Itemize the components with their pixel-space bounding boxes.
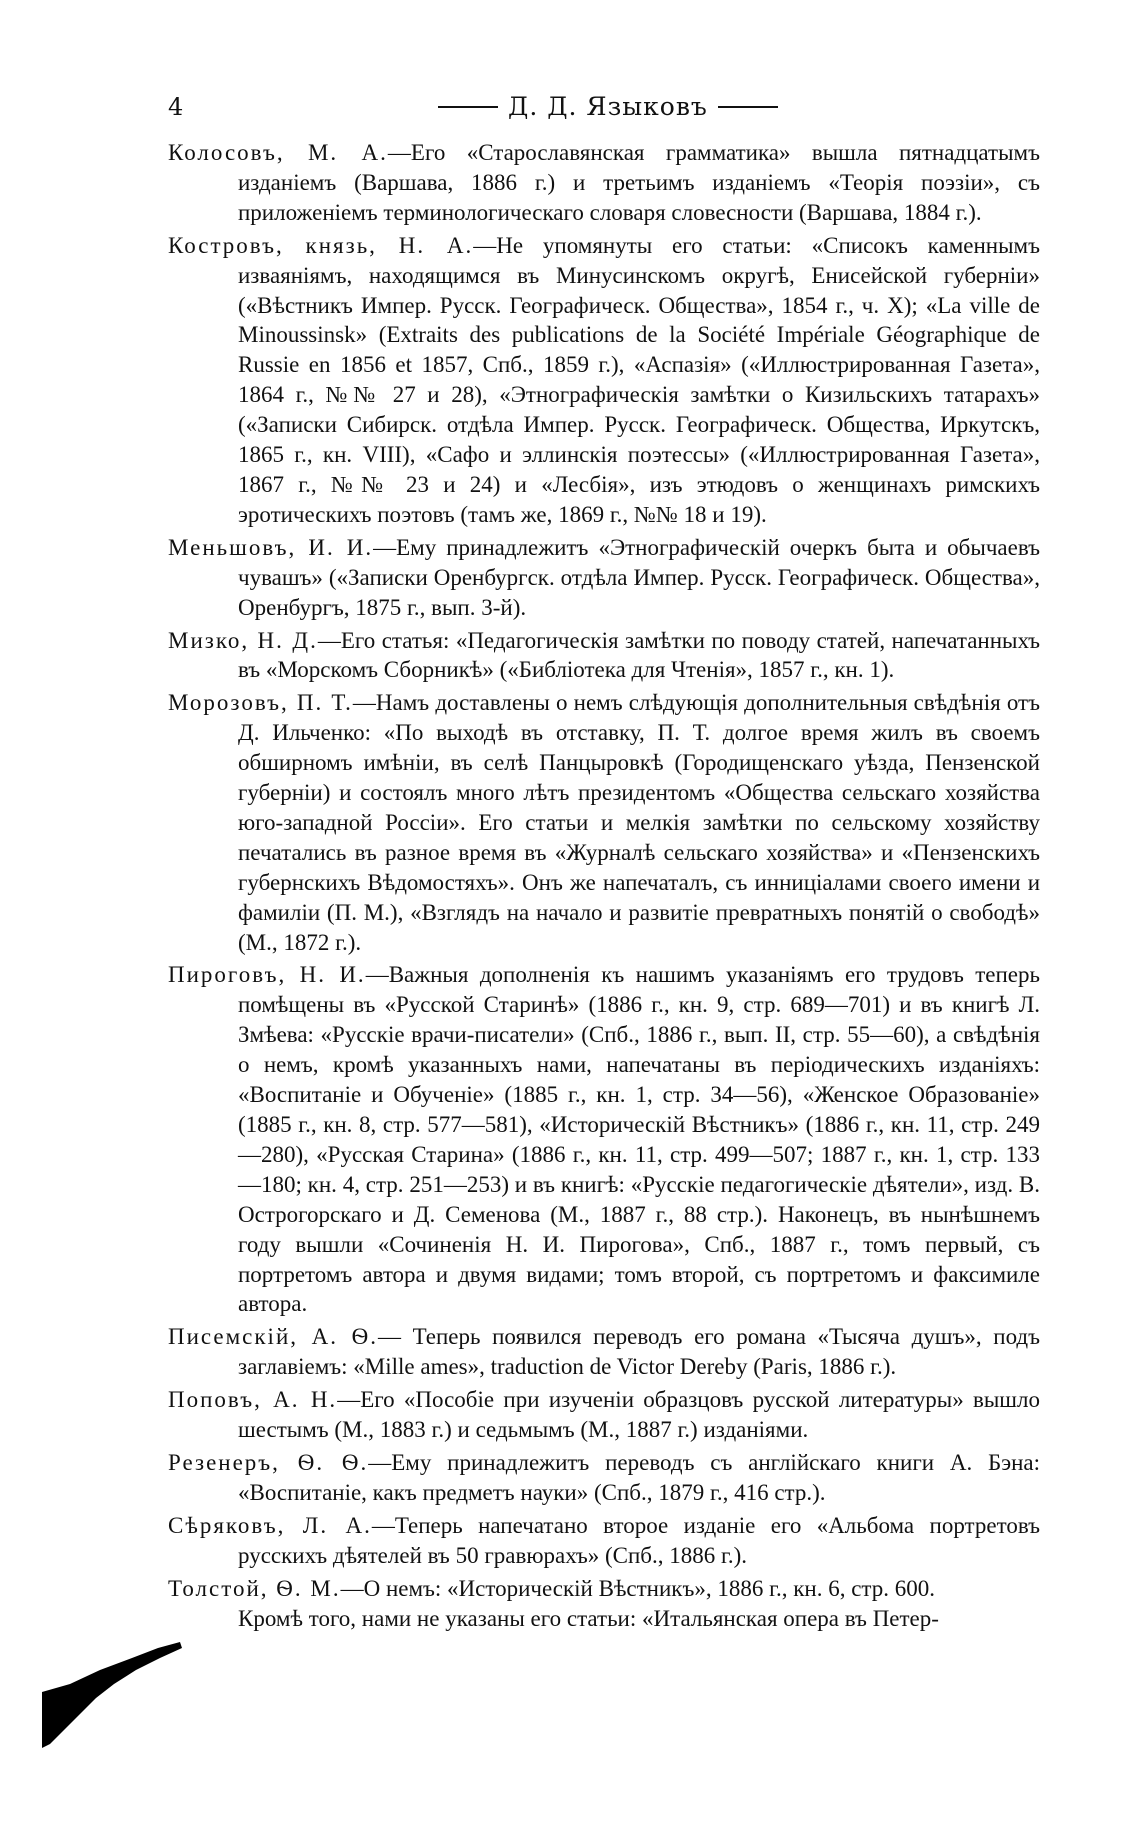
entry-name: Сѣряковъ, Л. А. — [168, 1512, 372, 1538]
entry-text: —Намъ доставлены о немъ слѣдующія дополнительныя свѣдѣнія отъ Д. Ильченко: «По выходѣ въ отставку, П. Т. долгое время жилъ въ своемъ обширномъ имѣніи, въ селѣ Панцыровкѣ (Городищенскаго уѣзда, Пензенской губерніи) и состоялъ много лѣтъ президентомъ «Общества сельскаго хозяйства юго-западной Россіи». Его статьи и мелкія замѣтки по сельскому хозяйству печатались въ разное время въ «Журналѣ сельскаго хозяйства» и «Пензенскихъ губернскихъ Вѣдомостяхъ». Онъ же напечаталъ, съ инниціалами своего имени и фамиліи (П. М.), «Взглядъ на начало и развитіе превратныхъ понятій о свободѣ» (М., 1872 г.). — [238, 690, 1040, 955]
entry-name: Резенеръ, Ѳ. Ѳ. — [168, 1449, 369, 1475]
entry-name: Мизко, Н. Д. — [168, 627, 318, 653]
entry-text: —Его «Старославянская грамматика» вышла пятнадцатымъ изданіемъ (Варшава, 1886 г.) и третьимъ изданіемъ «Теорія поэзіи», съ приложеніемъ терминологическаго словаря словесности (Варшава, 1884 г.). — [238, 140, 1040, 225]
entry-kolosov — [168, 138, 1040, 228]
header-rule-left — [438, 106, 498, 108]
entry-pisemsky — [168, 1322, 1040, 1382]
entries-list — [168, 138, 1040, 1633]
entry-menshov — [168, 533, 1040, 623]
scan-shadow-artifact — [40, 1640, 190, 1750]
entry-popov — [168, 1385, 1040, 1445]
entry-name: Толстой, Ѳ. М. — [168, 1575, 341, 1601]
entry-text: —Теперь напечатано второе изданіе его «Альбома портретовъ русскихъ дѣятелей въ 50 гравюрахъ» (Спб., 1886 г.). — [238, 1512, 1041, 1568]
entry-rezener — [168, 1448, 1040, 1508]
entry-kostrov — [168, 231, 1040, 530]
entry-name: Костровъ, князь, Н. А. — [168, 232, 474, 258]
entry-mizko — [168, 626, 1040, 686]
entry-text: — Теперь появился переводъ его романа «Тысяча душъ», подъ заглавіемъ: «Mille ames», traduction de Victor Dereby (Paris, 1886 г.). — [238, 1324, 1040, 1380]
entry-text: —Его статья: «Педагогическія замѣтки по поводу статей, напечатанныхъ въ «Морскомъ Сборникѣ» («Библіотека для Чтенія», 1857 г., кн. 1). — [238, 627, 1040, 683]
entry-pirogov — [168, 960, 1040, 1319]
entry-text: —Ему принадлежитъ «Этнографическій очеркъ быта и обычаевъ чувашъ» («Записки Оренбургск. отдѣла Импер. Русск. Географическ. Общества», Оренбургъ, 1875 г., вып. 3-й). — [238, 534, 1040, 620]
running-title: Д. Д. Языковъ — [508, 92, 708, 121]
entry-text: —Ему принадлежитъ переводъ съ англійскаго книги А. Бэна: «Воспитаніе, какъ предметъ науки» (Спб., 1879 г., 416 стр.). — [238, 1449, 1040, 1505]
entry-morozov — [168, 688, 1040, 957]
entry-name: Пироговъ, Н. И. — [168, 962, 366, 988]
entry-name: Писемскій, А. Ѳ. — [168, 1324, 378, 1350]
page-header — [168, 92, 958, 122]
page-number: 4 — [168, 93, 184, 121]
entry-name: Меньшовъ, И. И. — [168, 534, 374, 560]
header-rule-right — [718, 106, 778, 108]
entry-text: —Не упомянуты его статьи: «Списокъ каменнымъ изваяніямъ, находящимся въ Минусинскомъ округѣ, Енисейской губерніи» («Вѣстникъ Импер. Русск. Географическ. Общества», 1854 г., ч. X); «La ville de Minoussinsk» (Extraits des publications de la Société Impériale Géographique de Russie en 1856 et 1857, Спб., 1859 г.), «Аспазія» («Иллюстрированная Газета», 1864 г., №№ 27 и 28), «Этнографическія замѣтки о Кизильскихъ татарахъ» («Записки Сибирск. отдѣла Импер. Русск. Географическ. Общества, Иркутскъ, 1865 г., кн. VIII), «Сафо и эллинскія поэтессы» («Иллюстрированная Газета», 1867 г., №№ 23 и 24) и «Лесбія», изъ этюдовъ о женщинахъ римскихъ эротическихъ поэтовъ (тамъ же, 1869 г., №№ 18 и 19). — [238, 232, 1040, 527]
entry-text: —Важныя дополненія къ нашимъ указаніямъ его трудовъ теперь помѣщены въ «Русской Старинѣ» (1886 г., кн. 9, стр. 689—701) и въ книгѣ Л. Змѣева: «Русскіе врачи-писатели» (Спб., 1886 г., вып. II, стр. 55—60), а свѣдѣнія о немъ, кромѣ указанныхъ нами, напечатаны въ періодическихъ изданіяхъ: «Воспитаніе и Обученіе» (1885 г., кн. 1, стр. 34—56), «Женское Образованіе» (1885 г., кн. 8, стр. 577—581), «Историческій Вѣстникъ» (1886 г., кн. 11, стр. 249—280), «Русская Старина» (1886 г., кн. 11, стр. 499—507; 1887 г., кн. 1, стр. 133—180; кн. 4, стр. 251—253) и въ книгѣ: «Русскіе педагогическіе дѣятели», изд. В. Острогорскаго и Д. Семенова (М., 1887 г., 88 стр.). Наконецъ, въ нынѣшнемъ году вышли «Сочиненія Н. И. Пирогова», Спб., 1887 г., томъ первый, съ портретомъ автора и двумя видами; томъ второй, съ портретомъ и факсимиле автора. — [238, 962, 1040, 1317]
entry-seryakov — [168, 1511, 1040, 1571]
entry-name: Поповъ, А. Н. — [168, 1387, 338, 1413]
entry-text: —Его «Пособіе при изученіи образцовъ русской литературы» вышло шестымъ (М., 1883 г.) и седьмымъ (М., 1887 г.) изданіями. — [238, 1387, 1040, 1443]
entry-tolstoy — [168, 1574, 1040, 1604]
running-head — [438, 92, 898, 122]
closing-paragraph: Кромѣ того, нами не указаны его статьи: «Итальянская опера въ Петер- — [238, 1605, 939, 1631]
entry-name: Морозовъ, П. Т. — [168, 690, 353, 716]
entry-text: —О немъ: «Историческій Вѣстникъ», 1886 г., кн. 6, стр. 600. — [340, 1575, 935, 1601]
entry-name: Колосовъ, М. А. — [168, 140, 388, 165]
